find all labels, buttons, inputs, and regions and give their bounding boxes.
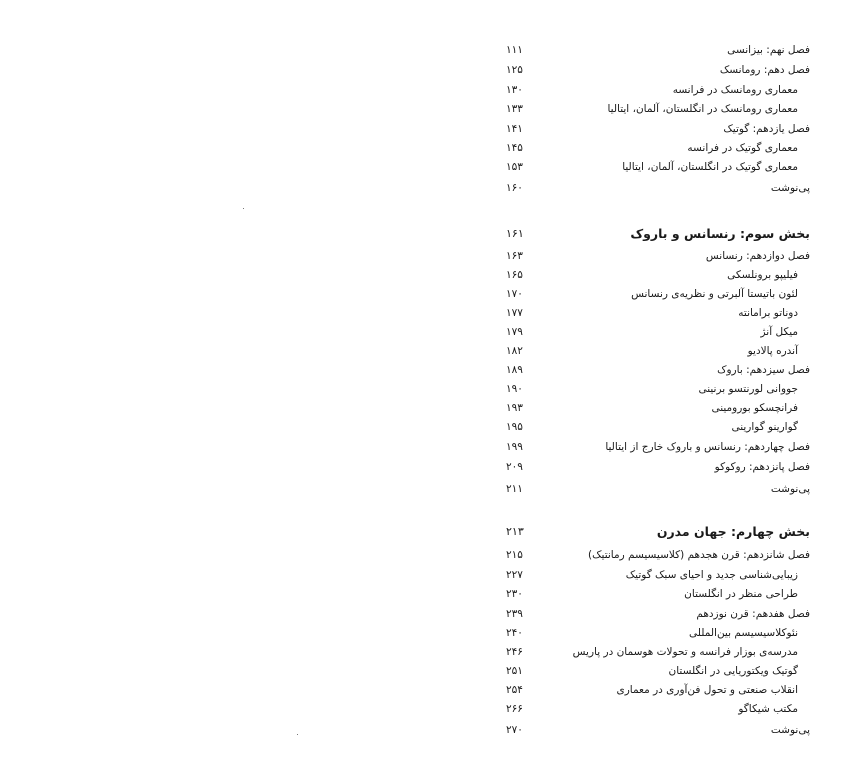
toc-page-number: ۱۷۷: [506, 307, 523, 319]
toc-page-number: ۱۹۵: [506, 421, 523, 433]
toc-page-number: ۲۷۰: [506, 724, 523, 736]
toc-page-number: ۱۳۰: [506, 84, 523, 96]
toc-title: فصل سیزدهم: باروک: [717, 364, 810, 376]
toc-page-number: ۱۵۳: [506, 161, 523, 173]
toc-page-number: ۲۲۷: [506, 569, 523, 581]
toc-page-number: ۱۱۱: [506, 44, 523, 56]
toc-page-number: ۱۴۱: [506, 123, 523, 135]
toc-page-number: ۱۲۵: [506, 64, 523, 76]
toc-title: مدرسه‌ی بوزار فرانسه و تحولات هوسمان در پاریس: [572, 646, 798, 658]
toc-title: میکل آنژ: [760, 326, 798, 338]
toc-title: فصل شانزدهم: قرن هجدهم (کلاسیسیسم رمانتیک): [588, 549, 810, 561]
toc-title: لئون باتیستا آلبرتی و نظریه‌ی رنسانس: [631, 288, 798, 300]
toc-page-number: ۲۵۱: [506, 665, 523, 677]
toc-row: [500, 419, 810, 435]
toc-title: دوناتو برامانته: [738, 307, 798, 319]
scan-speck: [297, 734, 298, 735]
toc-row: [500, 159, 810, 175]
toc-page-number: ۱۷۹: [506, 326, 523, 338]
toc-row: [500, 567, 810, 583]
toc-page-number: ۱۶۵: [506, 269, 523, 281]
toc-row: [500, 481, 810, 497]
toc-page-number: ۱۹۹: [506, 441, 523, 453]
toc-page-number: ۲۶۶: [506, 703, 523, 715]
toc-page-number: ۲۳۰: [506, 588, 523, 600]
toc-section-title: بخش چهارم: جهان مدرن: [656, 524, 810, 539]
toc-row: [500, 722, 810, 738]
toc-row: [500, 606, 810, 622]
toc-title: پی‌نوشت: [770, 483, 810, 495]
toc-page-number: ۲۴۰: [506, 627, 523, 639]
toc-row: [500, 343, 810, 359]
toc-row: [500, 286, 810, 302]
toc-title: فصل پانزدهم: روکوکو: [714, 461, 810, 473]
toc-title: پی‌نوشت: [770, 724, 810, 736]
toc-page-number: ۲۴۶: [506, 646, 523, 658]
toc-row: [500, 248, 810, 264]
toc-row: [500, 140, 810, 156]
toc-page-number: ۱۸۹: [506, 364, 523, 376]
toc-row: [500, 547, 810, 563]
toc-page-number: ۲۱۳: [506, 525, 524, 538]
toc-row: [500, 400, 810, 416]
toc-row: [500, 586, 810, 602]
toc-row: [500, 625, 810, 641]
toc-title: انقلاب صنعتی و تحول فن‌آوری در معماری: [616, 684, 798, 696]
toc-page-number: ۱۴۵: [506, 142, 523, 154]
toc-row: [500, 267, 810, 283]
toc-page-number: ۲۱۵: [506, 549, 523, 561]
toc-title: گوتیک ویکتوریایی در انگلستان: [668, 665, 798, 677]
toc-title: فصل چهاردهم: رنسانس و باروک خارج از ایتالیا: [605, 441, 810, 453]
toc-page-number: ۲۱۱: [506, 483, 523, 495]
toc-row: [500, 62, 810, 78]
toc-page-number: ۱۹۰: [506, 383, 523, 395]
toc-page-number: ۲۵۴: [506, 684, 523, 696]
toc-row: [500, 180, 810, 196]
toc-title: معماری گوتیک در فرانسه: [687, 142, 798, 154]
toc-row: [500, 439, 810, 455]
toc-title: معماری گوتیک در انگلستان، آلمان، ایتالیا: [622, 161, 798, 173]
toc-page-number: ۲۰۹: [506, 461, 523, 473]
toc-row: [500, 381, 810, 397]
toc-title: فصل دهم: رومانسک: [719, 64, 810, 76]
toc-row: [500, 324, 810, 340]
toc-row: [500, 42, 810, 58]
toc-title: معماری رومانسک در فرانسه: [672, 84, 798, 96]
toc-title: فصل هفدهم: قرن نوزدهم: [696, 608, 810, 620]
scan-speck: [243, 208, 244, 209]
toc-page-number: ۱۶۳: [506, 250, 523, 262]
toc-title: پی‌نوشت: [770, 182, 810, 194]
toc-page-number: ۱۳۳: [506, 103, 523, 115]
toc-title: آندره پالادیو: [747, 345, 798, 357]
toc-title: نئوکلاسیسیسم بین‌المللی: [689, 627, 798, 639]
toc-title: فیلیپو برونلسکی: [727, 269, 798, 281]
toc-section-row: [500, 226, 810, 242]
toc-title: فرانچسکو بورومینی: [711, 402, 798, 414]
toc-row: [500, 101, 810, 117]
toc-row: [500, 305, 810, 321]
toc-title: طراحی منظر در انگلستان: [684, 588, 798, 600]
toc-title: زیبایی‌شناسی جدید و احیای سبک گوتیک: [625, 569, 798, 581]
toc-row: [500, 644, 810, 660]
toc-row: [500, 121, 810, 137]
toc-title: جووانی لورنتسو برنینی: [698, 383, 798, 395]
toc-page-number: ۱۷۰: [506, 288, 523, 300]
toc-title: مکتب شیکاگو: [738, 703, 798, 715]
toc-section-title: بخش سوم: رنسانس و باروک: [630, 226, 810, 241]
toc-row: [500, 362, 810, 378]
toc-title: فصل دوازدهم: رنسانس: [705, 250, 810, 262]
toc-page-number: ۱۶۰: [506, 182, 523, 194]
toc-page-number: ۲۳۹: [506, 608, 523, 620]
toc-page-number: ۱۹۳: [506, 402, 523, 414]
toc-title: گوارینو گوارینی: [731, 421, 798, 433]
toc-title: معماری رومانسک در انگلستان، آلمان، ایتالیا: [607, 103, 798, 115]
toc-title: فصل یازدهم: گوتیک: [723, 123, 810, 135]
toc-row: [500, 682, 810, 698]
toc-title: فصل نهم: بیزانسی: [727, 44, 810, 56]
toc-row: [500, 701, 810, 717]
toc-page-number: ۱۶۱: [506, 227, 524, 240]
toc-section-row: [500, 524, 810, 540]
toc-row: [500, 459, 810, 475]
toc-row: [500, 82, 810, 98]
toc-page-number: ۱۸۲: [506, 345, 523, 357]
toc-row: [500, 663, 810, 679]
